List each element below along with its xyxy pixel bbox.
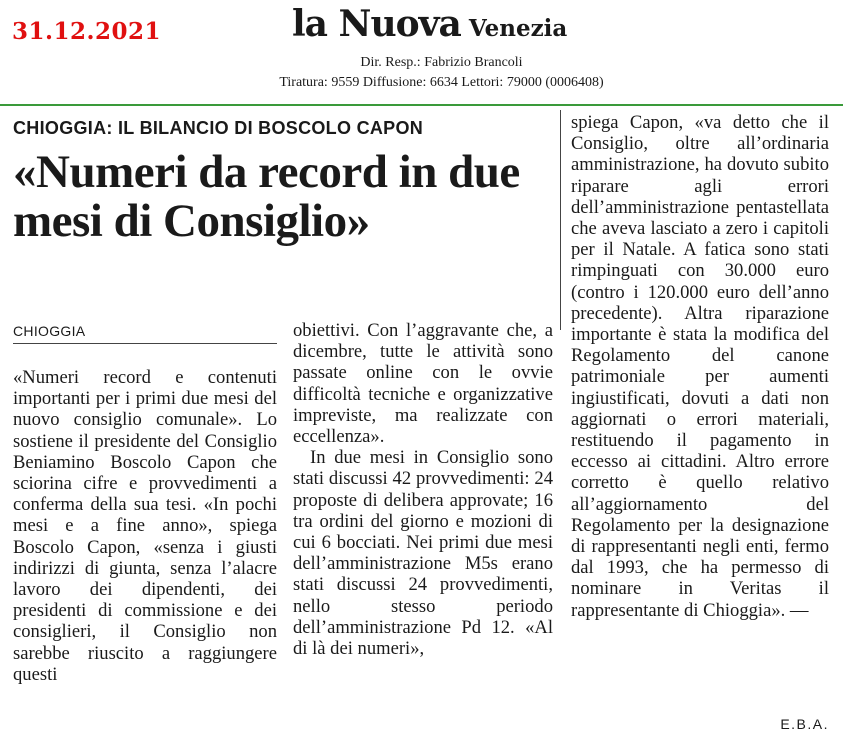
clipping-date: 31.12.2021 [12, 18, 162, 45]
newspaper-name: la Nuova [292, 3, 461, 45]
section-divider [13, 343, 277, 344]
article-column-3 [571, 112, 829, 621]
article-column-2 [293, 320, 553, 659]
director-line: Dir. Resp.: Fabrizio Brancoli [360, 55, 523, 70]
paragraph: obiettivi. Con l’aggravante che, a dicembre, tutte le attività sono passate online con le ovvie difficoltà tecniche e organizzative impreviste, ma realizzate con eccellenza». [293, 320, 553, 448]
section-label: CHIOGGIA [13, 323, 86, 339]
paragraph: spiega Capon, «va detto che il Consiglio, oltre all’ordinaria amministrazione, ha dovuto subito riparare agli errori dell’amministrazione pentastellata che aveva lasciato a zero i capitoli per il Natale. A fatica sono stati rimpinguati con 30.000 euro (contro i 120.000 euro dell’anno precedente). Altra riparazione importante è stata la modifica del Regolamento del canone patrimoniale per aumenti ingiustificati, dovuti a dati non aggiornati o errori materiali, restituendo il pagamento in eccesso ai cittadini. Altro errore corretto è quello relativo all’aggiornamento del Regolamento per la designazione di rappresentanti negli enti, fermo dal 1993, che ha permesso di nominare in Veritas il rappresentante di Chioggia». — [571, 112, 829, 621]
article-column-1 [13, 367, 277, 685]
header-divider [0, 104, 843, 106]
article-kicker: CHIOGGIA: IL BILANCIO DI BOSCOLO CAPON [13, 118, 424, 138]
newspaper-masthead [292, 3, 567, 45]
paragraph: In due mesi in Consiglio sono stati discussi 42 provvedimenti: 24 proposte di delibera approvate; 16 tra ordini del giorno e mozioni di cui 6 bocciati. Nei primi due mesi dell’amministrazione M5s erano stati discussi 24 provvedimenti, nello stesso periodo dell’amministrazione Pd 12. «Al di là dei numeri», [293, 447, 553, 660]
newspaper-edition: Venezia [468, 15, 568, 42]
article-headline: «Numeri da record in due mesi di Consiglio» [13, 146, 520, 247]
column-divider [560, 110, 561, 330]
author-signature: E.B.A. [780, 716, 829, 732]
circulation-line: Tiratura: 9559 Diffusione: 6634 Lettori: 79000 (0006408) [279, 75, 604, 90]
paragraph: «Numeri record e contenuti importanti per i primi due mesi del nuovo consiglio comunale». Lo sostiene il presidente del Consiglio Beniamino Boscolo Capon che sciorina cifre e provvedimenti a conferma della sua tesi. «In pochi mesi e a fine anno», spiega Boscolo Capon, «senza i giusti indirizzi di giunta, senza l’alacre lavoro dei dipendenti, dei presidenti di commissione e dei consiglieri, il Consiglio non sarebbe riuscito a raggiungere questi [13, 367, 277, 685]
